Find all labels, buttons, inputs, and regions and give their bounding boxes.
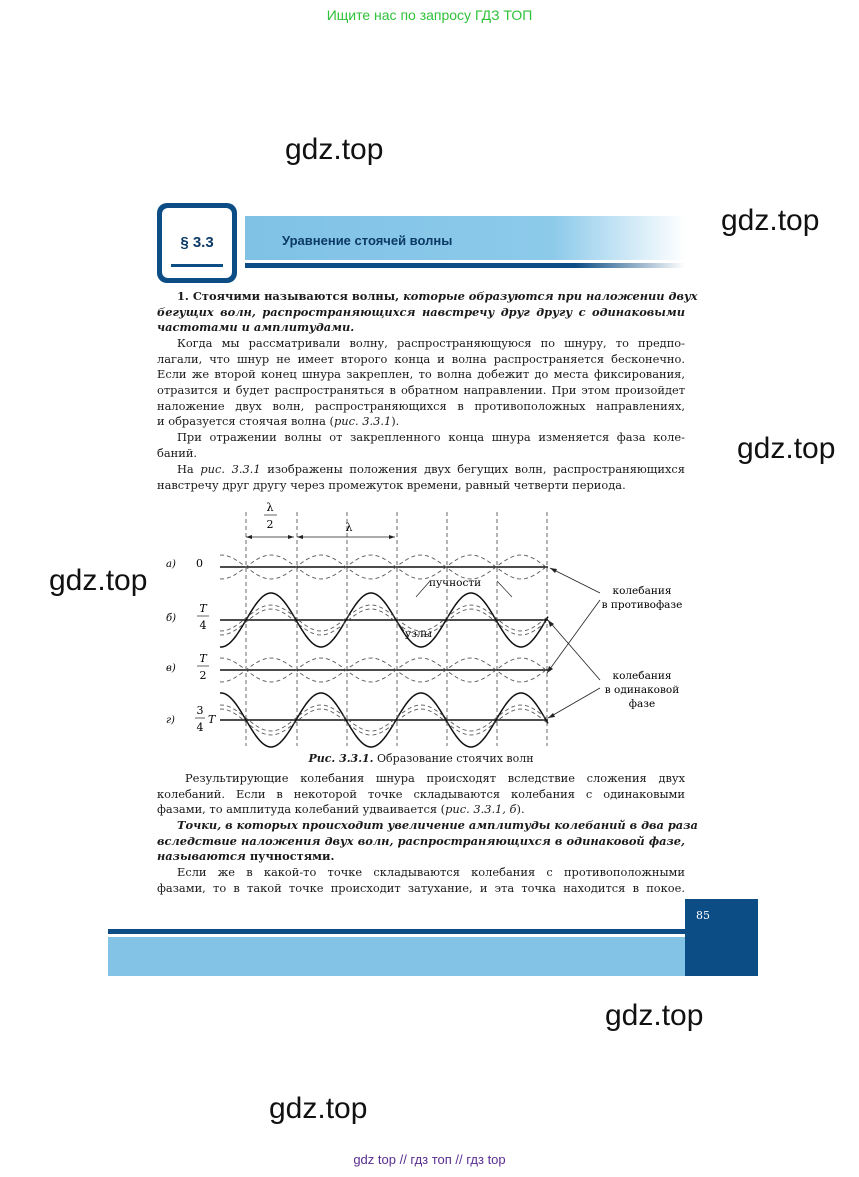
- row-coef-numerator: 3: [196, 704, 204, 717]
- watermark: gdz.top: [285, 133, 384, 166]
- section-number: § 3.3: [180, 234, 214, 251]
- pointer-line: [548, 688, 600, 718]
- arrow-head-icon: [297, 535, 303, 539]
- arrow-head-icon: [389, 535, 395, 539]
- footer-band: [108, 937, 685, 976]
- arrow-head-icon: [288, 535, 294, 539]
- paragraph-line: навстречу друг другу через промежуток времени, равный четверти периода.: [157, 478, 626, 492]
- row-letter: б): [166, 613, 177, 624]
- row-time-numerator: T: [199, 652, 207, 665]
- paragraph-line: колебаний. Если в некоторой точке складываются колебания с одинаковыми: [157, 787, 685, 801]
- definition-term: 1. Стоячими называются волны,: [177, 289, 400, 303]
- section-badge: [157, 203, 237, 283]
- pointer-line: [397, 621, 404, 631]
- pointer-line: [497, 581, 512, 597]
- definition-text: которые образуются при наложении двух: [399, 289, 698, 303]
- paragraph-line: лагали, что шнур не имеет второго конца и волна распространяется бесконечно.: [157, 352, 685, 366]
- row-time-denominator: 4: [199, 619, 207, 632]
- paragraph-definition-line: [157, 289, 698, 305]
- travelling-wave: [220, 705, 548, 731]
- inphase-label: в одинаковой: [604, 684, 680, 696]
- figure-caption: Рис. 3.3.1. Образование стоячих волн: [308, 752, 534, 765]
- antiphase-label: колебания: [612, 585, 672, 597]
- section-title: Уравнение стоячей волны: [282, 233, 453, 248]
- lambda-half-denominator: 2: [266, 518, 274, 531]
- lambda-label: λ: [345, 521, 353, 534]
- row-time-denominator: 2: [199, 669, 207, 682]
- figure-reference: рис. 3.3.1: [200, 462, 261, 476]
- wave-curves: [220, 512, 548, 747]
- pointer-line: [548, 620, 600, 680]
- paragraph-line: При отражении волны от закрепленного конца шнура изменяется фаза коле-: [177, 430, 685, 444]
- arrow-head-icon: [548, 713, 555, 718]
- row-time-T: T: [208, 713, 216, 726]
- antinodes-label: пучности: [429, 577, 482, 589]
- footer-links[interactable]: gdz top // гдз топ // гдз top: [353, 1152, 506, 1167]
- watermark: gdz.top: [49, 564, 148, 597]
- travelling-wave: [220, 609, 548, 635]
- paragraph-line: наложение двух волн, распространяющихся в противоположных направлениях,: [157, 399, 685, 413]
- watermark: gdz.top: [737, 432, 836, 465]
- paragraph-line: фазами, то амплитуда колебаний удваивается (рис. 3.3.1, б).: [157, 802, 525, 816]
- paragraph-definition-line: частотами и амплитудами.: [157, 320, 355, 334]
- page-number: 85: [696, 909, 710, 922]
- title-divider: [245, 263, 685, 268]
- paragraph-line: На рис. 3.3.1 изображены положения двух бегущих волн, распространяющихся: [177, 462, 685, 476]
- standing-wave-figure: [157, 496, 685, 750]
- nodes-label: узлы: [405, 628, 432, 640]
- pointer-line: [416, 581, 430, 597]
- paragraph-line: отразится и будет распространяться в обратном направлении. При этом произойдет: [157, 383, 685, 397]
- watermark: gdz.top: [269, 1092, 368, 1125]
- row-letter: а): [166, 559, 176, 570]
- figure-reference: рис. 3.3.1: [333, 414, 392, 428]
- paragraph-line: баний.: [157, 446, 198, 460]
- paragraph-line: Когда мы рассматривали волну, распространяющуюся по шнуру, то предпо-: [177, 336, 685, 350]
- row-coef-denominator: 4: [196, 721, 204, 734]
- paragraph-line: Если же в какой-то точке складываются колебания с противоположными: [177, 865, 685, 879]
- paragraph-line: Результирующие колебания шнура происходят вследствие сложения двух: [185, 771, 685, 785]
- row-time: 0: [196, 557, 203, 570]
- paragraph-line: и образуется стоячая волна (рис. 3.3.1).: [157, 414, 400, 428]
- row-letter: в): [166, 663, 176, 674]
- watermark: gdz.top: [721, 204, 820, 237]
- inphase-label: колебания: [612, 670, 672, 682]
- paragraph-definition-line: вследствие наложения двух волн, распространяющихся в одинаковой фазе,: [157, 834, 685, 848]
- definition-term: пучностями.: [249, 849, 335, 863]
- paragraph-line: фазами, то в такой точке происходит затухание, и эта точка находится в покое.: [157, 881, 685, 895]
- row-time-numerator: T: [199, 602, 207, 615]
- footer-divider: [108, 929, 685, 934]
- antiphase-label: в противофазе: [601, 599, 683, 611]
- paragraph-definition-line: называются пучностями.: [157, 849, 335, 863]
- paragraph-definition-line: Точки, в которых происходит увеличение амплитуды колебаний в два раза: [177, 818, 698, 832]
- figure-reference: рис. 3.3.1, б: [445, 802, 517, 816]
- arrow-head-icon: [550, 568, 557, 573]
- watermark: gdz.top: [605, 999, 704, 1032]
- paragraph-line: Если же второй конец шнура закреплен, то волна добежит до места фиксирования,: [157, 367, 685, 381]
- arrow-head-icon: [246, 535, 252, 539]
- paragraph-definition-line: бегущих волн, распространяющихся навстречу друг другу с одинаковыми: [157, 305, 685, 319]
- badge-underline: [171, 264, 223, 267]
- search-hint-link[interactable]: Ищите нас по запросу ГДЗ ТОП: [326, 7, 533, 23]
- pointer-line: [547, 600, 600, 673]
- row-letter: г): [166, 715, 175, 726]
- lambda-half-numerator: λ: [266, 501, 274, 514]
- inphase-label: фазе: [628, 698, 656, 710]
- pointer-line: [550, 568, 600, 593]
